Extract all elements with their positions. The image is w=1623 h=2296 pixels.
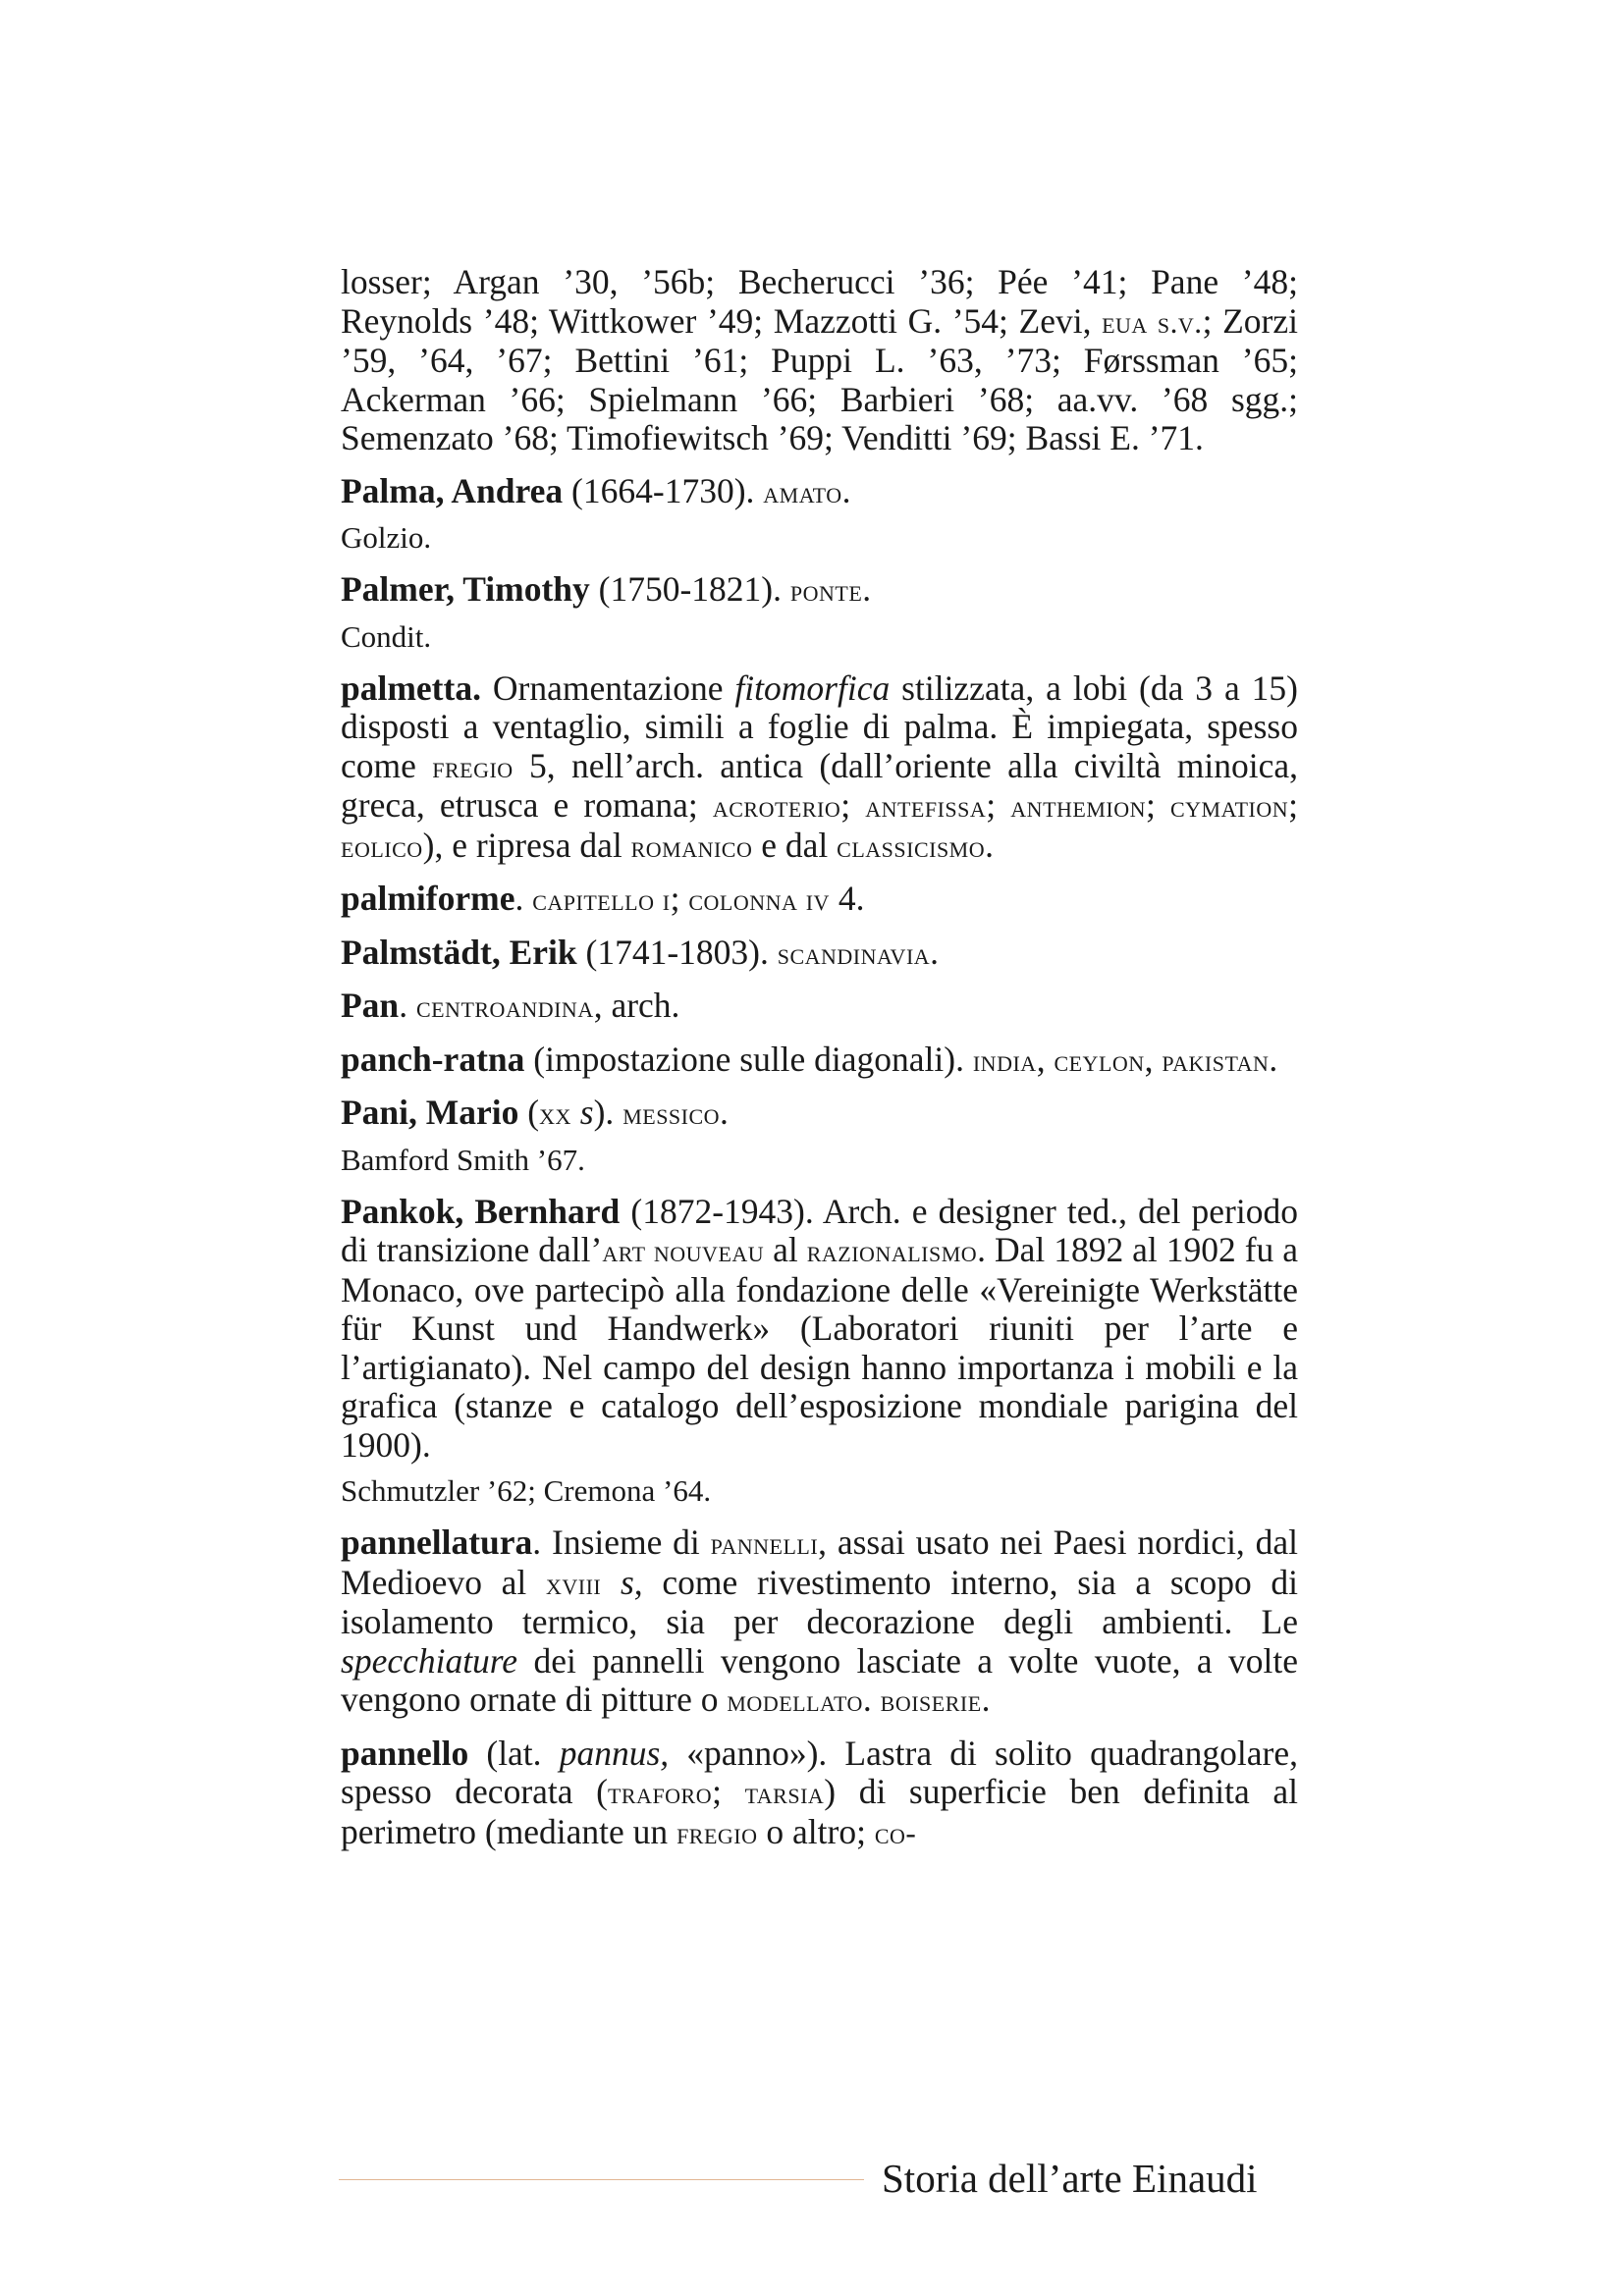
punct: . [514, 879, 533, 918]
entry-headword: Pani, Mario [341, 1093, 519, 1132]
cross-ref: pakistan [1162, 1042, 1270, 1078]
cross-ref: messico [622, 1096, 721, 1131]
continuation-bibliography [341, 263, 1298, 458]
punct: ). [593, 1093, 623, 1132]
entry-body: 4. [829, 879, 865, 918]
punct: , [1144, 1039, 1163, 1079]
cross-ref: tarsia [744, 1776, 825, 1810]
entry-body: o altro; [757, 1811, 875, 1851]
punct [601, 1563, 621, 1602]
cross-ref: razionalismo [806, 1234, 978, 1268]
entry-body: come rivestimento interno, sia a scopo di isolamento termico, sia per decorazione degli ambienti. Le [341, 1562, 1299, 1641]
cross-ref: eolico [341, 828, 423, 864]
entry-text [341, 1523, 1298, 1721]
entry-body: , arch. [593, 986, 680, 1025]
entry-text [341, 1094, 1298, 1134]
punct: ; [1146, 785, 1170, 825]
entry-body: stilizzata, a lobi (da 3 a 15) disposti a ventaglio, simili a foglie di palma. È impiegata, spesso come [341, 667, 1298, 785]
entry-headword: Palmstädt, Erik [341, 932, 577, 972]
italic-term: fitomorfica [734, 667, 891, 708]
dictionary-page [341, 263, 1298, 1866]
punct: . [981, 1680, 991, 1719]
footer-rule [339, 2179, 864, 2180]
punct: . [399, 986, 416, 1025]
entry-text [341, 1193, 1298, 1466]
entry-text [341, 669, 1298, 867]
entry-dates: (1664-1730). [563, 470, 764, 510]
cross-ref: fregio [676, 1815, 758, 1850]
entry-body: e dal [752, 825, 838, 865]
italic-term: s, [620, 1562, 643, 1602]
cross-ref: boiserie [880, 1683, 982, 1718]
punct: ; [670, 879, 689, 918]
entry-headword: Palmer, Timothy [341, 569, 590, 609]
punct: , [1036, 1039, 1055, 1079]
punct: . [841, 470, 851, 510]
cross-ref: colonna iv [688, 882, 830, 917]
entry-palmetta [341, 669, 1298, 867]
cross-ref: classicismo [837, 828, 986, 864]
cross-ref: ponte [789, 573, 863, 608]
cross-ref: capitello i [532, 882, 671, 917]
entry-text [341, 1735, 1298, 1853]
entry-headword: palmiforme [341, 879, 515, 918]
punct: . [862, 1680, 881, 1719]
entry-panch-ratna [341, 1041, 1298, 1081]
century-numeral: xviii [545, 1566, 602, 1601]
entry-headword: Pankok, Bernhard [341, 1191, 621, 1231]
punct: ; [1288, 785, 1298, 825]
entry-headword: pannellatura [341, 1522, 533, 1562]
entry-body: (impostazione sulle diagonali). [524, 1039, 973, 1079]
entry-pannellatura [341, 1523, 1298, 1721]
entry-bibliography: Condit. [341, 618, 432, 654]
cross-ref: scandinavia [777, 935, 931, 971]
cross-ref: antefissa [865, 789, 987, 824]
footer-title: Storia dell’arte Einaudi [882, 2156, 1258, 2201]
punct: . [1269, 1039, 1278, 1079]
entry-pani [341, 1094, 1298, 1179]
entry-text [341, 472, 1298, 512]
entry-pankok [341, 1193, 1298, 1511]
entry-text [341, 880, 1298, 920]
bib-text: ; Zorzi ’59, ’64, ’67; Bettini ’61; Puppi L. ’63, ’73; Førssman ’65; Ackerman ’66; Spielmann ’66; Barbieri ’68; aa.vv. ’68 sgg.; Semenzato ’68; Timofiewitsch ’69; Venditti ’69; Bassi E. ’71. [341, 300, 1298, 457]
entry-bibliography: Schmutzler ’62; Cremona ’64. [341, 1473, 712, 1508]
punct: . [985, 825, 994, 865]
cross-ref: pannelli [710, 1526, 819, 1561]
entry-body: , assai usato nei Paesi nordici, dal Medioevo al [341, 1522, 1298, 1602]
entry-dates: (1750-1821). [589, 569, 790, 609]
entry-body: 5, nell’arch. antica (dall’oriente alla civiltà minoica, greca, etrusca e romana; [341, 745, 1298, 825]
italic-term: specchiature [341, 1640, 518, 1681]
entry-bibliography: Golzio. [341, 520, 432, 555]
cross-ref: acroterio [712, 789, 841, 824]
entry-text [341, 934, 1298, 974]
entry-body: ) di superficie ben definita al perimetro (mediante un [341, 1772, 1298, 1851]
entry-headword: Pan [341, 986, 400, 1025]
entry-headword: palmetta. [341, 667, 481, 708]
cross-ref: art nouveau [602, 1234, 765, 1268]
cross-ref: romanico [630, 828, 753, 864]
punct: . [720, 1093, 729, 1132]
entry-palmstadt [341, 934, 1298, 974]
entry-headword: pannello [341, 1733, 469, 1773]
punct: ( [518, 1093, 540, 1132]
entry-text [341, 570, 1298, 611]
entry-body: Ornamentazione [480, 667, 735, 708]
punct: ; [986, 785, 1011, 825]
entry-text [341, 987, 1298, 1027]
entry-continuation [341, 263, 1298, 458]
punct: ; [840, 785, 866, 825]
entry-pannello [341, 1735, 1298, 1853]
cross-ref: india [972, 1042, 1037, 1078]
entry-text [341, 1041, 1298, 1081]
italic-term: s [579, 1093, 594, 1132]
punct: . [930, 932, 940, 972]
cross-ref: amato [763, 474, 842, 509]
entry-body: al [764, 1230, 807, 1269]
punct: ; [712, 1772, 745, 1811]
cross-ref: eua s.v. [1102, 304, 1203, 340]
italic-term: pannus, [559, 1733, 670, 1773]
entry-headword: Palma, Andrea [341, 470, 564, 510]
century-numeral: xx [539, 1096, 571, 1131]
entry-pan [341, 987, 1298, 1027]
entry-body: . Insieme di [532, 1522, 711, 1562]
punct [571, 1093, 580, 1132]
entry-body: ), e ripresa dal [422, 825, 631, 865]
entry-body: (lat. [468, 1733, 560, 1773]
entry-headword: panch-ratna [341, 1039, 525, 1079]
entry-body: «panno»). Lastra di solito quadrangolare, spesso decorata ( [341, 1733, 1298, 1811]
cross-ref: co- [874, 1815, 917, 1850]
cross-ref: anthemion [1010, 789, 1146, 824]
cross-ref: modellato [727, 1683, 863, 1718]
entry-body: dei pannelli vengono lasciate a volte vuote, a volte vengono ornate di pitture o [341, 1640, 1298, 1719]
entry-palmiforme [341, 880, 1298, 920]
cross-ref: centroandina [415, 989, 594, 1024]
entry-bibliography: Bamford Smith ’67. [341, 1142, 585, 1177]
bib-text: losser; Argan ’30, ’56b; Becherucci ’36; Pée ’41; Pane ’48; Reynolds ’48; Wittkower ’49; Mazzotti G. ’54; Zevi, [341, 262, 1298, 341]
cross-ref: cymation [1170, 789, 1289, 824]
entry-body: . Dal 1892 al 1902 fu a Monaco, ove partecipò alla fondazione delle «Vereinigte Werkstätte für Kunst und Handwerk» (Laboratori riuniti per l’arte e l’artigianato). Nel campo del design hanno importanza i mobili e la grafica (stanze e catalogo dell’esposizione mondiale parigina del 1900). [341, 1230, 1298, 1465]
cross-ref: ceylon [1054, 1042, 1145, 1078]
entry-palma [341, 472, 1298, 558]
cross-ref: fregio [432, 749, 514, 784]
cross-ref: traforo [607, 1776, 713, 1810]
entry-palmer [341, 570, 1298, 656]
entry-body: (1872-1943). Arch. e designer ted., del periodo di transizione dall’ [341, 1191, 1298, 1269]
entry-dates: (1741-1803). [576, 932, 778, 972]
punct: . [862, 569, 872, 609]
